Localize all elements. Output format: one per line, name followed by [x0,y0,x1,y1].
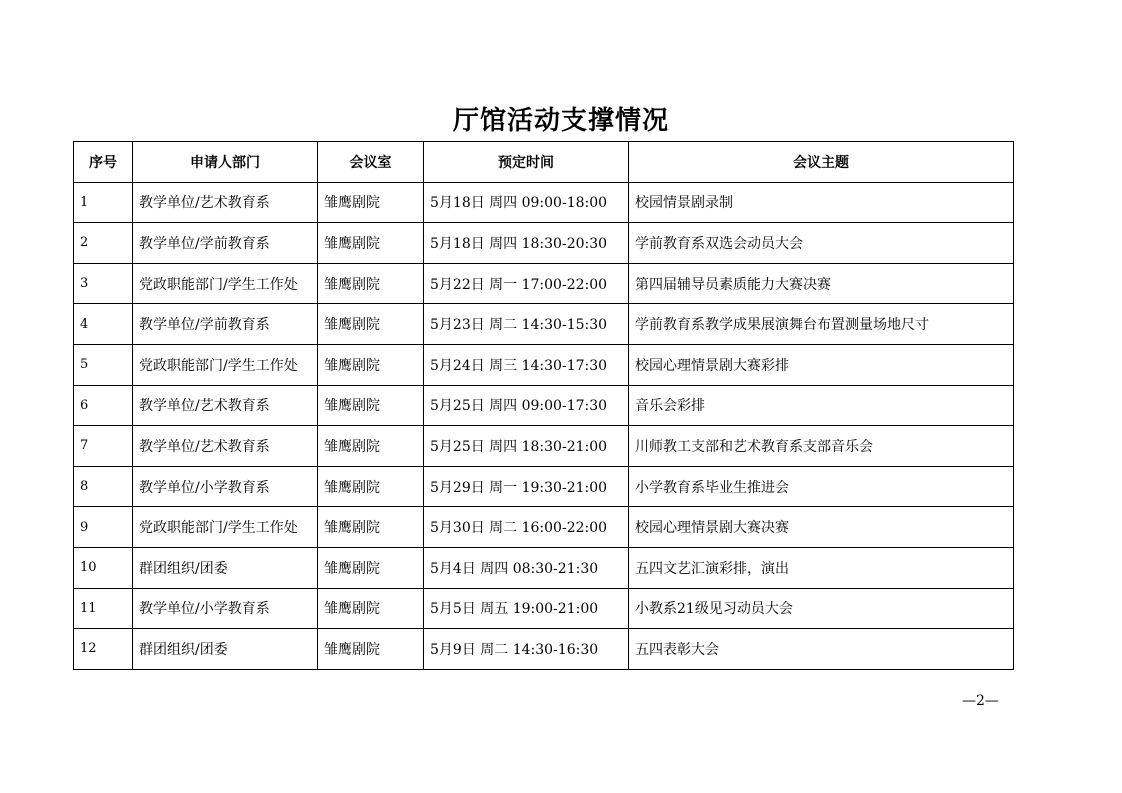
table-row [74,507,1014,548]
cell-department: 教学单位/艺术教育系 [133,426,318,467]
cell-index: 12 [74,629,133,670]
cell-time: 5月4日 周四 08:30-21:30 [424,547,629,588]
cell-topic: 校园心理情景剧大赛彩排 [629,344,1014,385]
cell-room: 雏鹰剧院 [318,629,424,670]
cell-index: 10 [74,547,133,588]
table-row [74,223,1014,264]
cell-index: 8 [74,466,133,507]
cell-time: 5月9日 周二 14:30-16:30 [424,629,629,670]
cell-topic: 学前教育系教学成果展演舞台布置测量场地尺寸 [629,304,1014,345]
cell-department: 党政职能部门/学生工作处 [133,507,318,548]
table-row [74,344,1014,385]
table-row [74,466,1014,507]
header-department: 申请人部门 [133,142,318,183]
cell-department: 教学单位/小学教育系 [133,588,318,629]
cell-index: 2 [74,223,133,264]
cell-index: 6 [74,385,133,426]
cell-room: 雏鹰剧院 [318,547,424,588]
cell-index: 7 [74,426,133,467]
table-row [74,547,1014,588]
cell-room: 雏鹰剧院 [318,466,424,507]
cell-topic: 五四表彰大会 [629,629,1014,670]
cell-index: 1 [74,182,133,223]
cell-department: 教学单位/学前教育系 [133,304,318,345]
cell-time: 5月25日 周四 09:00-17:30 [424,385,629,426]
cell-department: 教学单位/学前教育系 [133,223,318,264]
cell-time: 5月29日 周一 19:30-21:00 [424,466,629,507]
cell-topic: 校园情景剧录制 [629,182,1014,223]
cell-time: 5月5日 周五 19:00-21:00 [424,588,629,629]
cell-time: 5月23日 周二 14:30-15:30 [424,304,629,345]
cell-time: 5月30日 周二 16:00-22:00 [424,507,629,548]
cell-index: 4 [74,304,133,345]
cell-index: 11 [74,588,133,629]
cell-topic: 校园心理情景剧大赛决赛 [629,507,1014,548]
cell-topic: 小教系21级见习动员大会 [629,588,1014,629]
cell-department: 党政职能部门/学生工作处 [133,263,318,304]
table-header-row [74,142,1014,183]
header-room: 会议室 [318,142,424,183]
cell-room: 雏鹰剧院 [318,263,424,304]
cell-topic: 音乐会彩排 [629,385,1014,426]
table-row [74,385,1014,426]
table-row [74,588,1014,629]
cell-room: 雏鹰剧院 [318,182,424,223]
table-body [74,182,1014,669]
cell-time: 5月18日 周四 18:30-20:30 [424,223,629,264]
cell-time: 5月25日 周四 18:30-21:00 [424,426,629,467]
cell-time: 5月18日 周四 09:00-18:00 [424,182,629,223]
cell-room: 雏鹰剧院 [318,304,424,345]
cell-index: 9 [74,507,133,548]
cell-topic: 第四届辅导员素质能力大赛决赛 [629,263,1014,304]
cell-department: 群团组织/团委 [133,629,318,670]
cell-index: 3 [74,263,133,304]
header-index: 序号 [74,142,133,183]
cell-topic: 川师教工支部和艺术教育系支部音乐会 [629,426,1014,467]
cell-department: 教学单位/艺术教育系 [133,182,318,223]
cell-time: 5月22日 周一 17:00-22:00 [424,263,629,304]
cell-department: 教学单位/艺术教育系 [133,385,318,426]
activity-table [73,141,1014,670]
cell-topic: 学前教育系双选会动员大会 [629,223,1014,264]
cell-topic: 五四文艺汇演彩排，演出 [629,547,1014,588]
header-topic: 会议主题 [629,142,1014,183]
cell-department: 群团组织/团委 [133,547,318,588]
table-row [74,304,1014,345]
table-row [74,629,1014,670]
table-row [74,182,1014,223]
header-time: 预定时间 [424,142,629,183]
table-row [74,263,1014,304]
cell-department: 教学单位/小学教育系 [133,466,318,507]
cell-room: 雏鹰剧院 [318,223,424,264]
cell-index: 5 [74,344,133,385]
document-title: 厅馆活动支撑情况 [452,106,669,136]
cell-room: 雏鹰剧院 [318,426,424,467]
page-number: —2— [962,693,999,709]
cell-room: 雏鹰剧院 [318,344,424,385]
table-row [74,426,1014,467]
cell-room: 雏鹰剧院 [318,385,424,426]
cell-time: 5月24日 周三 14:30-17:30 [424,344,629,385]
cell-room: 雏鹰剧院 [318,507,424,548]
cell-room: 雏鹰剧院 [318,588,424,629]
cell-department: 党政职能部门/学生工作处 [133,344,318,385]
cell-topic: 小学教育系毕业生推进会 [629,466,1014,507]
